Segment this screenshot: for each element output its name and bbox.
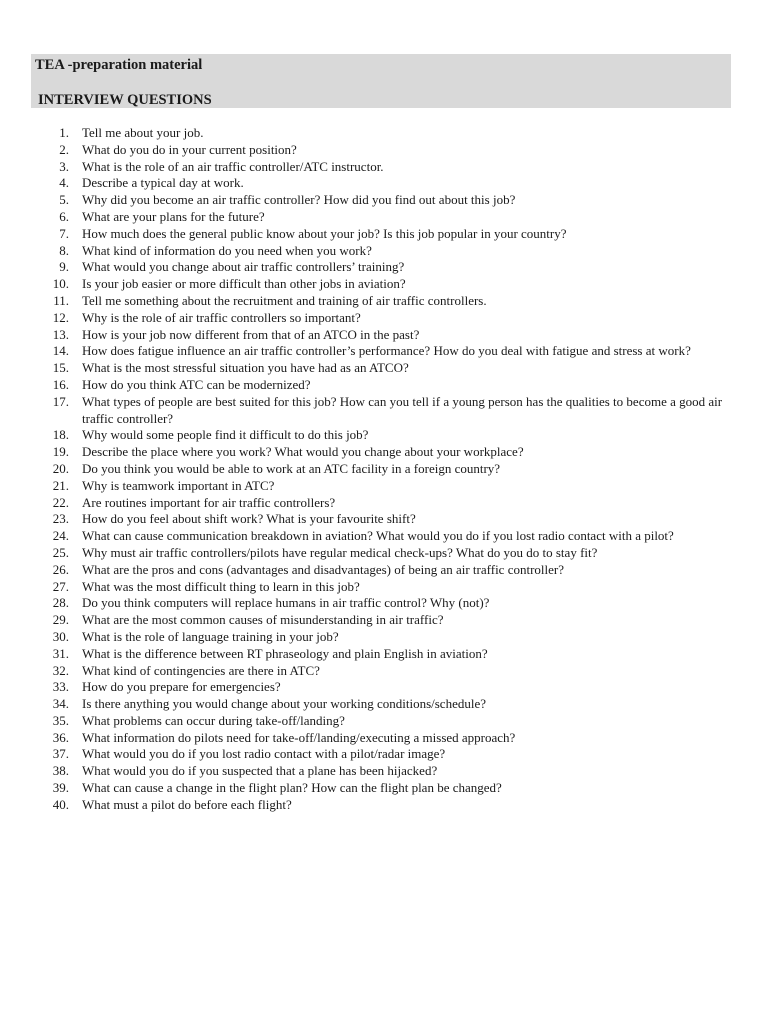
question-number: 29. [52,612,69,628]
question-text: What would you do if you lost radio contact with a pilot/radar image? [82,746,446,762]
question-number: 4. [59,175,69,191]
question-number: 22. [52,494,69,510]
question-text: What types of people are best suited for this job? How can you tell if a young person has the qualities to become a good air traffic controller? [82,393,723,426]
question-item [0,545,768,562]
question-item [0,579,768,596]
question-number: 28. [52,595,69,611]
question-number: 25. [52,544,69,560]
question-number: 36. [52,729,69,745]
question-item [0,192,768,209]
question-text: What information do pilots need for take-off/landing/executing a missed approach? [82,729,516,745]
question-text: What can cause a change in the flight plan? How can the flight plan be changed? [82,780,502,796]
question-number: 21. [52,477,69,493]
question-number: 14. [52,343,69,359]
question-number: 33. [52,679,69,695]
question-text: What are the most common causes of misunderstanding in air traffic? [82,612,444,628]
question-item [0,495,768,512]
question-item [0,310,768,327]
question-text: What was the most difficult thing to learn in this job? [82,578,360,594]
question-number: 24. [52,528,69,544]
question-number: 39. [52,780,69,796]
question-item [0,646,768,663]
question-item [0,629,768,646]
question-item [0,797,768,814]
question-number: 27. [52,578,69,594]
question-text: Why must air traffic controllers/pilots have regular medical check-ups? What do you do to stay fit? [82,544,598,560]
question-number: 15. [52,360,69,376]
question-number: 11. [53,292,69,308]
question-number: 17. [52,393,69,409]
question-number: 10. [52,276,69,292]
question-text: What is the most stressful situation you have had as an ATCO? [82,360,409,376]
question-item [0,478,768,495]
question-text: What would you change about air traffic controllers’ training? [82,259,405,275]
question-number: 32. [52,662,69,678]
question-text: What is the role of an air traffic controller/ATC instructor. [82,158,384,174]
question-number: 26. [52,561,69,577]
question-list [0,125,768,814]
question-item [0,763,768,780]
question-text: Describe a typical day at work. [82,175,244,191]
question-number: 30. [52,628,69,644]
question-number: 9. [59,259,69,275]
question-text: What kind of contingencies are there in ATC? [82,662,320,678]
question-text: Do you think computers will replace humans in air traffic control? Why (not)? [82,595,490,611]
question-item [0,427,768,444]
question-item [0,377,768,394]
question-text: Why did you become an air traffic controller? How did you find out about this job? [82,192,516,208]
question-text: How much does the general public know about your job? Is this job popular in your country? [82,225,567,241]
question-number: 40. [52,796,69,812]
question-text: Is your job easier or more difficult than other jobs in aviation? [82,276,406,292]
question-number: 16. [52,376,69,392]
question-text: What do you do in your current position? [82,141,297,157]
question-item [0,243,768,260]
question-text: How do you think ATC can be modernized? [82,376,311,392]
question-text: How do you feel about shift work? What is your favourite shift? [82,511,416,527]
question-number: 8. [59,242,69,258]
question-item [0,142,768,159]
question-item [0,511,768,528]
question-number: 38. [52,763,69,779]
question-item [0,444,768,461]
question-item [0,175,768,192]
question-item [0,595,768,612]
question-text: How does fatigue influence an air traffic controller’s performance? How do you deal with fatigue and stress at work? [82,343,691,359]
question-item [0,394,768,428]
question-text: What problems can occur during take-off/landing? [82,712,345,728]
question-item [0,562,768,579]
question-text: What are your plans for the future? [82,208,265,224]
question-item [0,125,768,142]
question-item [0,360,768,377]
question-number: 13. [52,326,69,342]
question-text: Are routines important for air traffic controllers? [82,494,336,510]
question-text: What can cause communication breakdown in aviation? What would you do if you lost radio contact with a pilot? [82,528,674,544]
question-item [0,528,768,545]
question-number: 34. [52,696,69,712]
question-text: What are the pros and cons (advantages and disadvantages) of being an air traffic controller? [82,561,565,577]
question-number: 20. [52,460,69,476]
section-title: INTERVIEW QUESTIONS [38,92,212,108]
question-number: 31. [52,645,69,661]
question-text: Tell me something about the recruitment and training of air traffic controllers. [82,292,487,308]
question-item [0,780,768,797]
question-item [0,461,768,478]
question-item [0,259,768,276]
question-number: 2. [59,141,69,157]
question-text: Why is the role of air traffic controllers so important? [82,309,361,325]
question-item [0,713,768,730]
question-number: 6. [59,208,69,224]
question-item [0,730,768,747]
question-number: 3. [59,158,69,174]
question-item [0,276,768,293]
question-text: Do you think you would be able to work at an ATC facility in a foreign country? [82,460,501,476]
question-number: 7. [59,225,69,241]
question-number: 19. [52,444,69,460]
document-title: TEA -preparation material [35,57,203,73]
question-item [0,696,768,713]
question-text: What is the role of language training in your job? [82,628,339,644]
question-text: How do you prepare for emergencies? [82,679,281,695]
question-item [0,226,768,243]
question-text: Describe the place where you work? What would you change about your workplace? [82,444,524,460]
question-text: What must a pilot do before each flight? [82,796,292,812]
question-item [0,343,768,360]
question-item [0,293,768,310]
question-item [0,612,768,629]
question-number: 5. [59,192,69,208]
question-item [0,327,768,344]
question-text: How is your job now different from that of an ATCO in the past? [82,326,420,342]
question-number: 35. [52,712,69,728]
question-item [0,209,768,226]
question-number: 12. [52,309,69,325]
question-item [0,679,768,696]
question-number: 37. [52,746,69,762]
question-item [0,663,768,680]
question-number: 23. [52,511,69,527]
question-item [0,159,768,176]
question-item [0,746,768,763]
question-text: What would you do if you suspected that a plane has been hijacked? [82,763,438,779]
question-text: Why is teamwork important in ATC? [82,477,275,493]
header-box [31,54,731,108]
question-text: What kind of information do you need when you work? [82,242,372,258]
question-text: Why would some people find it difficult to do this job? [82,427,369,443]
question-number: 1. [59,125,69,140]
question-text: What is the difference between RT phraseology and plain English in aviation? [82,645,488,661]
question-text: Tell me about your job. [82,125,204,140]
question-number: 18. [52,427,69,443]
question-text: Is there anything you would change about your working conditions/schedule? [82,696,486,712]
